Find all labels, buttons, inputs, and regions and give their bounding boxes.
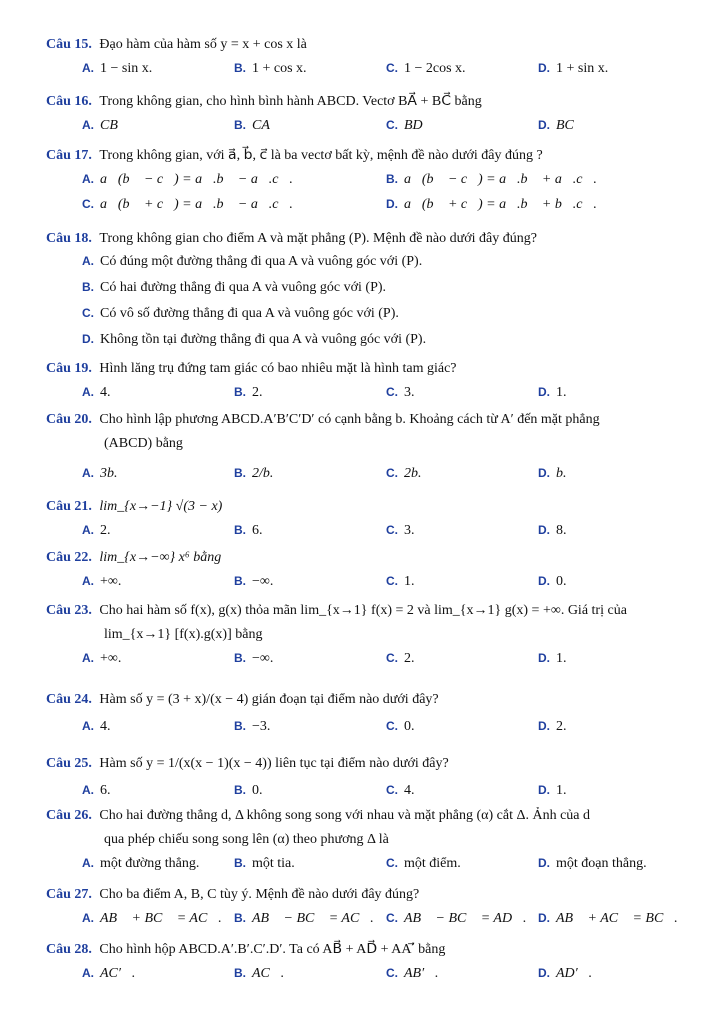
question-number: Câu 27. <box>46 887 92 902</box>
options-row <box>46 58 687 80</box>
option-c[interactable] <box>386 571 415 592</box>
option-text: CB⃗ <box>100 118 129 133</box>
option-label: A. <box>82 61 94 75</box>
option-label: A. <box>82 523 94 537</box>
option-text: 1. <box>556 783 567 798</box>
option-text: 3. <box>404 385 415 400</box>
option-a[interactable] <box>82 58 152 79</box>
question-stem: Trong không gian cho điểm A và mặt phẳng (P). Mệnh đề nào dưới đây đúng? <box>99 231 537 246</box>
option-d[interactable] <box>538 716 567 737</box>
option-label: B. <box>82 280 94 294</box>
option-a[interactable] <box>82 169 293 190</box>
option-label: D. <box>538 911 550 925</box>
question-number: Câu 20. <box>46 412 92 427</box>
option-label: B. <box>234 574 246 588</box>
option-text: −∞. <box>252 574 274 589</box>
option-label: D. <box>386 197 398 211</box>
option-d[interactable] <box>538 520 567 541</box>
option-c[interactable] <box>82 194 293 215</box>
option-text: AD′⃗. <box>556 966 593 981</box>
question-stem: Cho hai hàm số f(x), g(x) thỏa mãn lim_{x→1} f(x) = 2 và lim_{x→1} g(x) = +∞. Giá trị của <box>99 603 627 618</box>
option-c[interactable] <box>386 780 415 801</box>
option-label: B. <box>234 61 246 75</box>
question-stem: Cho hình hộp ABCD.A′.B′.C′.D′. Ta có AB⃗ + AD⃗ + AA′⃗ bằng <box>99 942 446 957</box>
option-a[interactable] <box>82 382 111 403</box>
option-label: A. <box>82 574 94 588</box>
option-a[interactable] <box>82 463 118 484</box>
option-label: B. <box>234 118 246 132</box>
option-c[interactable] <box>386 463 422 484</box>
option-b[interactable] <box>234 115 281 136</box>
option-text: a⃗(b⃗ + c⃗) = a⃗.b⃗ − a⃗.c⃗. <box>100 197 293 212</box>
option-label: A. <box>82 856 94 870</box>
option-d[interactable] <box>46 329 687 353</box>
option-label: B. <box>386 172 398 186</box>
option-d[interactable] <box>538 853 647 874</box>
question-number: Câu 22. <box>46 550 92 565</box>
option-text: b. <box>556 466 567 481</box>
option-label: D. <box>538 61 550 75</box>
option-b[interactable] <box>234 716 270 737</box>
question-number: Câu 24. <box>46 692 92 707</box>
option-a[interactable] <box>82 963 135 984</box>
option-label: D. <box>538 651 550 665</box>
option-label: C. <box>386 574 398 588</box>
question-stem: Hàm số y = (3 + x)/(x − 4) gián đoạn tại điểm nào dưới đây? <box>99 692 439 707</box>
option-text: Có đúng một đường thẳng đi qua A và vuông góc với (P). <box>100 254 423 269</box>
option-text: AB⃗ − BC⃗ = AD⃗. <box>404 911 527 926</box>
option-label: C. <box>82 306 94 320</box>
option-text: +∞. <box>100 574 122 589</box>
options-row <box>46 716 687 738</box>
option-a[interactable] <box>82 716 111 737</box>
option-d[interactable] <box>538 115 585 136</box>
option-b[interactable] <box>234 382 263 403</box>
option-label: C. <box>386 466 398 480</box>
option-b[interactable] <box>234 648 273 669</box>
option-text: 1. <box>556 385 567 400</box>
option-text: AC′⃗. <box>100 966 136 981</box>
option-d[interactable] <box>538 58 608 79</box>
options-row <box>46 571 687 593</box>
option-a[interactable] <box>82 908 222 929</box>
option-b[interactable] <box>386 169 597 190</box>
option-b[interactable] <box>234 463 273 484</box>
option-d[interactable] <box>538 463 567 484</box>
options-row <box>46 963 687 985</box>
question-24 <box>46 690 687 738</box>
option-text: Có vô số đường thẳng đi qua A và vuông góc với (P). <box>100 306 399 321</box>
option-label: D. <box>538 118 550 132</box>
question-20 <box>46 410 687 487</box>
option-label: A. <box>82 911 94 925</box>
question-stem: Cho ba điểm A, B, C tùy ý. Mệnh đề nào dưới đây đúng? <box>99 887 420 902</box>
option-text: 0. <box>252 783 263 798</box>
option-label: C. <box>386 118 398 132</box>
option-text: 8. <box>556 523 567 538</box>
option-d[interactable] <box>538 571 567 592</box>
options-row <box>46 457 687 487</box>
option-text: 2. <box>556 719 567 734</box>
option-text: BD⃗ <box>404 118 434 133</box>
question-number: Câu 18. <box>46 231 92 246</box>
option-text: 2. <box>252 385 263 400</box>
option-label: D. <box>538 719 550 733</box>
question-16 <box>46 92 687 137</box>
option-b[interactable] <box>234 908 374 929</box>
option-c[interactable] <box>386 648 415 669</box>
option-label: D. <box>538 783 550 797</box>
options-row <box>46 648 687 670</box>
option-label: D. <box>82 332 94 346</box>
option-text: 1 − sin x. <box>100 61 153 76</box>
option-text: 3. <box>404 523 415 538</box>
option-label: B. <box>234 651 246 665</box>
option-label: D. <box>538 574 550 588</box>
question-number: Câu 25. <box>46 756 92 771</box>
option-label: C. <box>386 523 398 537</box>
option-text: BC⃗ <box>556 118 585 133</box>
option-d[interactable] <box>538 648 567 669</box>
question-23 <box>46 601 687 670</box>
option-label: D. <box>538 466 550 480</box>
option-label: B. <box>234 783 246 797</box>
question-27 <box>46 885 687 930</box>
option-c[interactable] <box>386 853 461 874</box>
option-label: C. <box>82 197 94 211</box>
option-c[interactable] <box>386 908 526 929</box>
option-a[interactable] <box>82 115 129 136</box>
option-b[interactable] <box>234 853 295 874</box>
option-c[interactable] <box>386 716 415 737</box>
question-number: Câu 21. <box>46 499 92 514</box>
option-a[interactable] <box>82 571 121 592</box>
question-stem: Trong không gian, với a⃗, b⃗, c⃗ là ba vectơ bất kỳ, mệnh đề nào dưới đây đúng ? <box>99 148 543 163</box>
option-label: C. <box>386 966 398 980</box>
option-d[interactable] <box>538 382 567 403</box>
option-text: 6. <box>100 783 111 798</box>
options-row <box>46 382 687 404</box>
option-text: a⃗(b⃗ + c⃗) = a⃗.b⃗ + b⃗.c⃗. <box>404 197 597 212</box>
question-stem: lim_{x→−∞} x⁶ bằng <box>99 550 222 565</box>
option-d[interactable] <box>538 780 567 801</box>
option-label: B. <box>234 466 246 480</box>
question-stem-continued: qua phép chiếu song song lên (α) theo phương Δ là <box>104 832 389 847</box>
option-label: C. <box>386 61 398 75</box>
question-number: Câu 15. <box>46 37 92 52</box>
option-a[interactable] <box>82 648 121 669</box>
option-label: D. <box>538 523 550 537</box>
question-18 <box>46 229 687 353</box>
question-number: Câu 19. <box>46 361 92 376</box>
option-label: B. <box>234 966 246 980</box>
option-text: 1. <box>556 651 567 666</box>
option-label: C. <box>386 856 398 870</box>
option-label: D. <box>538 385 550 399</box>
option-text: Không tồn tại đường thẳng đi qua A và vuông góc với (P). <box>100 332 427 347</box>
question-stem: Cho hai đường thẳng d, Δ không song song với nhau và mặt phẳng (α) cắt Δ. Ảnh của d <box>99 808 591 823</box>
option-c[interactable] <box>386 115 434 136</box>
question-28 <box>46 940 687 985</box>
option-c[interactable] <box>386 58 466 79</box>
question-number: Câu 17. <box>46 148 92 163</box>
option-label: C. <box>386 719 398 733</box>
option-text: a⃗(b⃗ − c⃗) = a⃗.b⃗ − a⃗.c⃗. <box>100 172 293 187</box>
question-stem: Đạo hàm của hàm số y = x + cos x là <box>99 37 307 52</box>
option-text: 4. <box>404 783 415 798</box>
option-text: một đường thẳng. <box>100 856 200 871</box>
option-a[interactable] <box>82 520 111 541</box>
option-label: D. <box>538 966 550 980</box>
option-a[interactable] <box>82 853 199 874</box>
option-text: 2. <box>100 523 111 538</box>
option-label: A. <box>82 783 94 797</box>
option-text: AB′⃗. <box>404 966 439 981</box>
question-17 <box>46 146 687 216</box>
option-text: 1. <box>404 574 415 589</box>
option-label: A. <box>82 651 94 665</box>
option-label: B. <box>234 856 246 870</box>
option-label: A. <box>82 466 94 480</box>
option-text: 4. <box>100 719 111 734</box>
question-22 <box>46 548 687 593</box>
option-label: A. <box>82 172 94 186</box>
option-text: 1 + sin x. <box>556 61 609 76</box>
question-stem: Hình lăng trụ đứng tam giác có bao nhiêu mặt là hình tam giác? <box>99 361 457 376</box>
option-d[interactable] <box>386 194 597 215</box>
option-label: B. <box>234 523 246 537</box>
question-15 <box>46 35 687 80</box>
option-text: 1 − 2cos x. <box>404 61 466 76</box>
option-d[interactable] <box>538 963 592 984</box>
option-label: A. <box>82 719 94 733</box>
option-text: −∞. <box>252 651 274 666</box>
option-text: +∞. <box>100 651 122 666</box>
option-text: một đoạn thẳng. <box>556 856 647 871</box>
options-row <box>46 908 687 930</box>
options-row <box>46 169 687 191</box>
option-label: B. <box>234 719 246 733</box>
options-row <box>46 520 687 542</box>
option-text: −3. <box>252 719 271 734</box>
question-stem: lim_{x→−1} √(3 − x) <box>99 499 223 514</box>
question-stem: Cho hình lập phương ABCD.A′B′C′D′ có cạnh bằng b. Khoảng cách từ A′ đến mặt phẳng <box>99 412 600 427</box>
option-c[interactable] <box>46 303 687 327</box>
option-a[interactable] <box>46 251 687 275</box>
option-b[interactable] <box>46 277 687 301</box>
option-label: D. <box>538 856 550 870</box>
option-label: B. <box>234 911 246 925</box>
option-text: 2. <box>404 651 415 666</box>
option-label: C. <box>386 385 398 399</box>
option-text: AB⃗ − BC⃗ = AC⃗. <box>252 911 374 926</box>
option-b[interactable] <box>234 58 307 79</box>
question-19 <box>46 359 687 404</box>
option-d[interactable] <box>538 908 678 929</box>
option-text: 2b. <box>404 466 422 481</box>
question-25 <box>46 754 687 802</box>
option-a[interactable] <box>82 780 111 801</box>
question-stem: Hàm số y = 1/(x(x − 1)(x − 4)) liên tục tại điểm nào dưới đây? <box>99 756 449 771</box>
question-number: Câu 26. <box>46 808 92 823</box>
options-row <box>46 853 687 875</box>
question-number: Câu 23. <box>46 603 92 618</box>
question-21 <box>46 497 687 542</box>
option-label: C. <box>386 651 398 665</box>
option-text: 6. <box>252 523 263 538</box>
option-text: Có hai đường thẳng đi qua A và vuông góc với (P). <box>100 280 387 295</box>
option-label: C. <box>386 783 398 797</box>
option-label: A. <box>82 254 94 268</box>
options-row <box>46 115 687 137</box>
option-text: AC⃗. <box>252 966 285 981</box>
question-26 <box>46 806 687 875</box>
option-text: một tia. <box>252 856 295 871</box>
option-label: A. <box>82 385 94 399</box>
option-text: 3b. <box>100 466 118 481</box>
option-text: a⃗(b⃗ − c⃗) = a⃗.b⃗ + a⃗.c⃗. <box>404 172 597 187</box>
options-row <box>46 194 687 216</box>
option-text: 1 + cos x. <box>252 61 307 76</box>
option-text: 0. <box>556 574 567 589</box>
option-text: một điểm. <box>404 856 461 871</box>
option-b[interactable] <box>234 963 284 984</box>
option-label: A. <box>82 966 94 980</box>
option-label: A. <box>82 118 94 132</box>
option-b[interactable] <box>234 571 273 592</box>
option-text: 0. <box>404 719 415 734</box>
option-text: 4. <box>100 385 111 400</box>
option-c[interactable] <box>386 382 415 403</box>
option-label: C. <box>386 911 398 925</box>
question-stem-continued: (ABCD) bằng <box>104 436 183 451</box>
options-row <box>46 780 687 802</box>
option-text: AB⃗ + AC⃗ = BC⃗. <box>556 911 678 926</box>
option-b[interactable] <box>234 520 263 541</box>
option-b[interactable] <box>234 780 263 801</box>
question-number: Câu 28. <box>46 942 92 957</box>
question-number: Câu 16. <box>46 94 92 109</box>
option-text: AB⃗ + BC⃗ = AC⃗. <box>100 911 222 926</box>
option-c[interactable] <box>386 963 439 984</box>
option-text: CA⃗ <box>252 118 281 133</box>
question-stem-continued: lim_{x→1} [f(x).g(x)] bằng <box>104 627 263 642</box>
question-stem: Trong không gian, cho hình bình hành ABCD. Vectơ BA⃗ + BC⃗ bằng <box>99 94 482 109</box>
option-label: B. <box>234 385 246 399</box>
option-text: 2/b. <box>252 466 274 481</box>
option-c[interactable] <box>386 520 415 541</box>
